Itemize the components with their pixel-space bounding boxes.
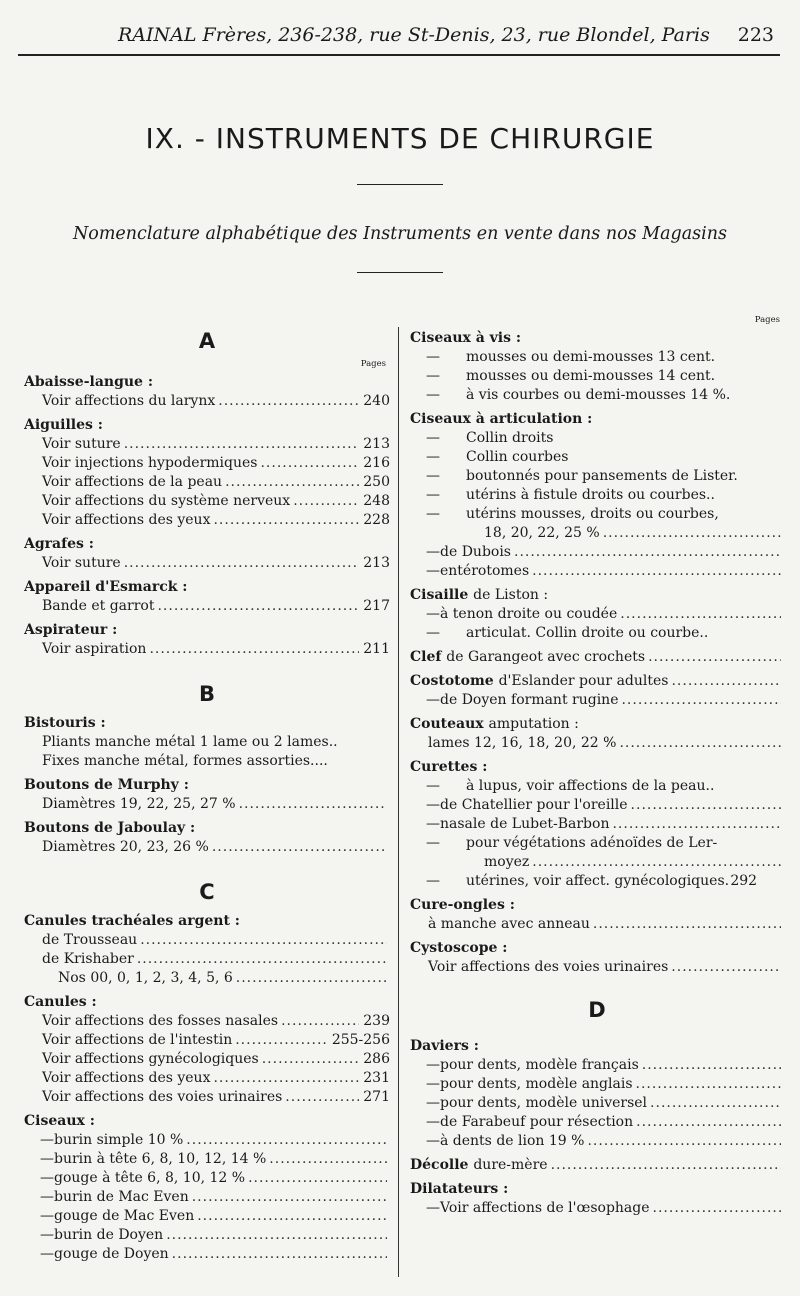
entry-line: Diamètres 19, 22, 25, 27 % ..... xyxy=(24,795,390,814)
column-divider xyxy=(398,327,399,1277)
running-header xyxy=(18,14,780,56)
entry-line: Voir affections des fosses nasales ..... 239 xyxy=(24,1012,390,1031)
entry-heading: Ciseaux à vis : xyxy=(410,330,522,346)
entry-line: Bande et garrot ..... 217 xyxy=(24,597,390,616)
left-column xyxy=(24,324,390,1264)
entry-line: lames 12, 16, 18, 20, 22 % ..... xyxy=(410,734,784,753)
entry-line: — articulat. Collin droite ou courbe.. xyxy=(426,625,709,641)
entry-heading: Ciseaux : xyxy=(24,1113,95,1129)
entry-line: Voir affections des yeux ..... 231 xyxy=(24,1069,390,1088)
entry-line: Voir suture ..... 213 xyxy=(24,554,390,573)
entry-heading: Bistouris : xyxy=(24,715,106,731)
entry-line: Fixes manche métal, formes assorties.... xyxy=(42,753,328,769)
entry-line: Voir suture ..... 213 xyxy=(24,435,390,454)
section-letter-b: B xyxy=(198,682,215,706)
section-letter-d: D xyxy=(588,998,606,1022)
title-rule xyxy=(357,184,443,185)
entry-line: — de Dubois ..... xyxy=(410,543,784,562)
entry-heading: Canules : xyxy=(24,994,97,1010)
entry-line: — utérines, voir affect. gynécologiques. 292 xyxy=(426,873,758,889)
entry-heading: Cure-ongles : xyxy=(410,897,515,913)
entry-line: — de Farabeuf pour résection ..... xyxy=(410,1113,784,1132)
entry-line: Voir affections du larynx ..... 240 xyxy=(24,392,390,411)
entry-heading: Clef de Garangeot avec crochets ..... xyxy=(410,648,784,667)
entry-heading: Costotome d'Eslander pour adultes ..... xyxy=(410,672,784,691)
entry-heading: Ciseaux à articulation : xyxy=(410,411,593,427)
entry-line: — Voir affections de l'œsophage ..... xyxy=(410,1199,784,1218)
entry-line: — mousses ou demi-mousses 13 cent. xyxy=(426,349,716,365)
page-subtitle: Nomenclature alphabétique des Instruments en vente dans nos Magasins xyxy=(72,224,727,244)
section-letter-a: A xyxy=(198,329,216,353)
section-letter-c: C xyxy=(199,880,215,904)
entry-heading: Dilatateurs : xyxy=(410,1181,509,1197)
entry-line: — gouge de Doyen ..... xyxy=(24,1245,390,1264)
entry-line: — nasale de Lubet-Barbon ..... xyxy=(410,815,784,834)
entry-heading: Couteaux amputation : xyxy=(410,716,579,732)
entry-heading: Cisaille de Liston : xyxy=(410,587,549,603)
entry-line: Diamètres 20, 23, 26 % ..... xyxy=(24,838,390,857)
entry-line: — gouge à tête 6, 8, 10, 12 % ..... xyxy=(24,1169,390,1188)
entry-heading: Aspirateur : xyxy=(24,622,118,638)
entry-line: — burin de Mac Even ..... xyxy=(24,1188,390,1207)
entry-line: — à lupus, voir affections de la peau.. xyxy=(426,778,715,794)
entry-line: Voir affections de l'intestin ..... 255-256 xyxy=(24,1031,390,1050)
pages-label: Pages xyxy=(754,315,780,325)
entry-line: — mousses ou demi-mousses 14 cent. xyxy=(426,368,716,384)
entry-line: — pour dents, modèle anglais ..... xyxy=(410,1075,784,1094)
right-column xyxy=(410,315,784,1218)
entry-line: Voir aspiration ..... 211 xyxy=(24,640,390,659)
entry-line: de Trousseau ..... xyxy=(24,931,390,950)
entry-heading: Abaisse-langue : xyxy=(24,374,154,390)
entry-heading: Canules trachéales argent : xyxy=(24,913,240,929)
entry-line: — pour végétations adénoïdes de Ler- xyxy=(426,835,718,851)
entry-heading: Daviers : xyxy=(410,1038,479,1054)
entry-line: Voir injections hypodermiques ..... 216 xyxy=(24,454,390,473)
entry-line: — pour dents, modèle français ..... xyxy=(410,1056,784,1075)
entry-line: Voir affections des voies urinaires ..... xyxy=(410,958,784,977)
entry-line: Pliants manche métal 1 lame ou 2 lames.. xyxy=(42,734,338,750)
entry-line: de Krishaber ..... xyxy=(24,950,390,969)
entry-line: moyez ..... xyxy=(410,853,784,872)
entry-line: — burin à tête 6, 8, 10, 12, 14 % ..... xyxy=(24,1150,390,1169)
page-number: 223 xyxy=(737,24,774,46)
entry-heading: Cystoscope : xyxy=(410,940,508,956)
pages-label: Pages xyxy=(360,359,386,369)
entry-heading: Boutons de Murphy : xyxy=(24,777,189,793)
entry-line: — boutonnés pour pansements de Lister. xyxy=(426,468,738,484)
entry-line: — burin simple 10 % ..... xyxy=(24,1131,390,1150)
entry-line: Voir affections des voies urinaires ..... 271 xyxy=(24,1088,390,1107)
entry-line: — de Doyen formant rugine ..... xyxy=(410,691,784,710)
entry-line: Voir affections du système nerveux ..... 248 xyxy=(24,492,390,511)
entry-heading: Curettes : xyxy=(410,759,488,775)
entry-line: — à vis courbes ou demi-mousses 14 %. xyxy=(426,387,731,403)
entry-heading: Agrafes : xyxy=(24,536,94,552)
entry-line: — Collin droits xyxy=(426,430,554,446)
page-title: IX. - INSTRUMENTS DE CHIRURGIE xyxy=(145,122,655,155)
entry-line: — de Chatellier pour l'oreille ..... xyxy=(410,796,784,815)
entry-line: — pour dents, modèle universel ..... xyxy=(410,1094,784,1113)
entry-heading: Aiguilles : xyxy=(24,417,103,433)
entry-heading: Appareil d'Esmarck : xyxy=(24,579,188,595)
entry-line: — utérins à fistule droits ou courbes.. xyxy=(426,487,715,503)
entry-line: à manche avec anneau ..... xyxy=(410,915,784,934)
entry-line: Nos 00, 0, 1, 2, 3, 4, 5, 6 ..... xyxy=(24,969,390,988)
entry-heading: Boutons de Jaboulay : xyxy=(24,820,196,836)
entry-line: — Collin courbes xyxy=(426,449,569,465)
entry-line: — à tenon droite ou coudée ..... xyxy=(410,605,784,624)
subtitle-rule xyxy=(357,272,443,273)
publisher-address: RAINAL Frères, 236-238, rue St-Denis, 23, rue Blondel, Paris xyxy=(118,24,710,46)
entry-line: — gouge de Mac Even ..... xyxy=(24,1207,390,1226)
entry-heading: Décolle dure-mère ..... xyxy=(410,1156,784,1175)
entry-line: Voir affections des yeux ..... 228 xyxy=(24,511,390,530)
entry-line: — entérotomes ..... xyxy=(410,562,784,581)
entry-line: Voir affections gynécologiques ..... 286 xyxy=(24,1050,390,1069)
entry-line: 18, 20, 22, 25 % ..... xyxy=(410,524,784,543)
entry-line: — à dents de lion 19 % ..... xyxy=(410,1132,784,1151)
entry-line: — utérins mousses, droits ou courbes, xyxy=(426,506,719,522)
entry-line: — burin de Doyen ..... xyxy=(24,1226,390,1245)
entry-line: Voir affections de la peau ..... 250 xyxy=(24,473,390,492)
